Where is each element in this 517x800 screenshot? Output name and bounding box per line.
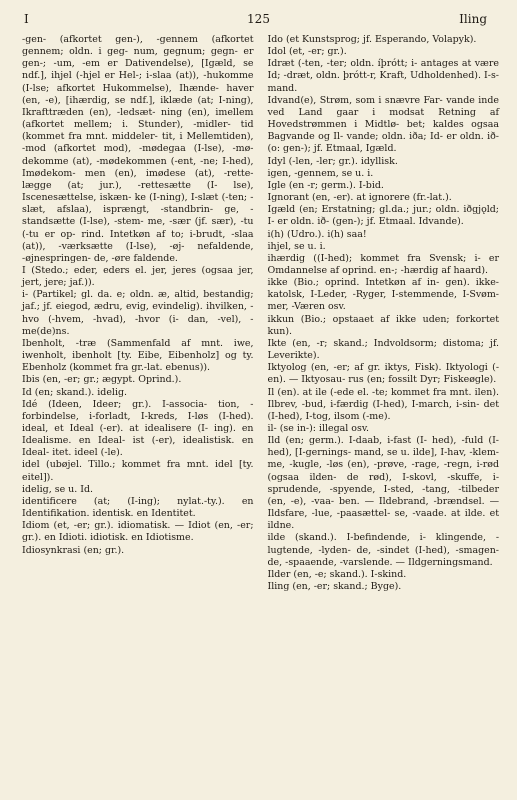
entry-line: Ebenholz (kommet fra gr.-lat. [22, 362, 163, 374]
entry-line: ikkun (Bio.; opstaaet af ikke uden; [267, 313, 450, 325]
entry-line: Idyl (-len, -ler; gr.). idyllisk. [267, 155, 398, 167]
entry-line: tit, i Mellemtiden), -mod (afkortet [22, 131, 254, 155]
dictionary-entry [22, 289, 254, 338]
entry-line: (o: gen-); jf. Etmaal, Igæld. [267, 143, 397, 155]
entry-line: Ignorant (en, -er). at ignorere [267, 192, 410, 204]
entry-line: de, -spaaende, -varslende. — [267, 556, 405, 568]
entry-line: (gen-); jf. Etmaal. Idvande). [332, 216, 464, 228]
entry-line: Iktyologi (-en). — Iktyosau- [267, 362, 500, 386]
header-guide-word: Iling [459, 12, 487, 26]
dictionary-entry [268, 435, 500, 532]
entry-line: idelig, se u. Id. [22, 483, 93, 495]
entry-line: ihjel, se u. i. [267, 240, 326, 252]
entry-line: ebenus)). [165, 362, 211, 374]
dictionary-entry [22, 399, 254, 460]
entry-line: mnt. iwe, iwenholt, ibenholt [22, 337, 254, 362]
entry-line: lægge (at; jur.), -rettesætte (I- [22, 179, 218, 191]
entry-line: — Ildsfare, -lue, -paasættel- [267, 495, 500, 520]
dictionary-entry [268, 387, 500, 423]
entry-line: -rage, -regn, i-rød (ogsaa ilden- [267, 459, 500, 483]
entry-line: klingende, -lugtende, -lyden- [267, 532, 500, 556]
dictionary-entry [268, 253, 500, 277]
right-column [268, 34, 500, 794]
entry-line: ndf.], iklæde (at; I-ning), [130, 94, 254, 106]
dictionary-entry [22, 265, 254, 289]
entry-line: sprudende, -spyende, I-sted, [267, 483, 414, 495]
entry-line: antages at være Id; -dræt, oldn. [267, 58, 499, 82]
entry-line: nefaldende, -øjnespringen- [22, 240, 254, 264]
entry-line: Ilder (en, -e; skand.). I-skind. [267, 568, 407, 580]
entry-line: itet. ideel (-le). [52, 447, 123, 459]
entry-line: i- (Partikel; gl. da. e; oldn. æ, altid, [22, 289, 199, 301]
dictionary-entry [22, 520, 254, 544]
entry-line: þrótt-r, Kraft, Udholdenhed). I-s- [342, 70, 499, 82]
entry-line: en Identitet. [136, 508, 196, 520]
dictionary-entry [268, 314, 500, 338]
dictionary-entry [22, 496, 254, 520]
entry-line: mod), -mødegaa (I-lse), -mø- [103, 143, 254, 155]
entry-line: Svensk; i- er Omdannelse af oprind. [267, 252, 499, 276]
entry-line: de, -sindet (I-hed), -smagen- [356, 544, 500, 556]
entry-line: ning (en), imellem (afkortet [22, 106, 254, 131]
entry-line: Iktyolog (en, -er; af gr. iktys, Fisk). [267, 362, 442, 374]
entry-line: haver (en, -e), [ihærdig, se [22, 82, 254, 106]
entry-line: se ndf.], ihjel (-hjel er Hel-; [22, 58, 254, 82]
entry-line: identificere (at; (I-ing); nylat.-ty.). [22, 495, 225, 507]
entry-line: Il (en). at ile (-ede el. -te; kommet [267, 386, 430, 398]
entry-line: Idræt (-ten, -ter; oldn. íþrótt; i- [267, 58, 418, 70]
entry-line: Ild (en; germ.). I-daab, i-fast (I- [267, 435, 427, 447]
dictionary-entry [22, 387, 254, 399]
dictionary-entry [268, 58, 500, 94]
entry-line: det (I-hed), I-tog, ilsom (-me). [267, 398, 499, 422]
entry-line: Idiosynkrasi (en; gr.). [22, 544, 125, 556]
entry-line: men (en), imødese (at), -rette- [84, 167, 254, 179]
entry-line: — Idiot (en, -er; gr.). en Idioti. [22, 520, 254, 544]
entry-line: de rød), I-skovl, -skuffe, i- [346, 471, 500, 483]
entry-line: Idol (et, -er; gr.). [267, 46, 347, 58]
entry-line: distoma; jf. Leverikte). [267, 337, 500, 362]
entry-line: Id (en; skand.). idelig. [22, 386, 128, 398]
entry-line: me, -sær (jf. sær), -tu (-tu er op- [22, 216, 254, 240]
dictionary-entry [22, 459, 254, 483]
dictionary-entry [268, 46, 500, 58]
entry-line: en-; -hærdig af haard). [379, 264, 489, 276]
dictionary-entry [22, 338, 254, 374]
entry-line: mand, se u. ilde], I-hav, -klem- [354, 447, 499, 459]
entry-line: evig, evindelig). ihvilken, [125, 301, 247, 313]
entry-line: -um, -em er Dativendelse), [Igæld, [53, 58, 236, 70]
entry-line: ist (-er), idealistisk. en Ideal- [22, 435, 254, 459]
entry-line: Igæld (en; Erstatning; gl.da.; jur.; [267, 204, 432, 216]
dictionary-entry [268, 156, 500, 168]
page-header [22, 10, 495, 30]
columns [22, 34, 499, 794]
entry-line: Volapyk). [432, 34, 477, 45]
dictionary-entry [22, 374, 254, 386]
entry-line: gen). ikke-katolsk, I-Leder, [267, 277, 499, 301]
entry-line: tion, -forbindelse, i-forladt, [22, 398, 254, 422]
entry-line: I-kreds, I-løs (I-hed). ideal, [22, 410, 254, 434]
entry-line: Idé (Ideen, Ideer; gr.). I-associa- [22, 398, 208, 410]
entry-line: bet; kaldes ogsaa Bagvande og Il- [267, 119, 499, 143]
entry-line: [ty. Eibe, Eibenholz] og ty. [117, 350, 254, 362]
dictionary-entry [22, 484, 254, 496]
header-section-letter: I [24, 12, 29, 26]
entry-line: idiotisk. en Idiotisme. [90, 532, 194, 544]
entry-line: Ildgerningsmand. [408, 556, 493, 568]
entry-line: oldn. iðgjǫld; I- er oldn. ið- [267, 204, 499, 228]
entry-line: forkortet kun). [267, 313, 499, 337]
dictionary-entry [268, 168, 500, 180]
entry-line: igen, -gennem, se u. i. [267, 167, 374, 179]
entry-line: idel [ty. eitel]). [22, 459, 254, 483]
entry-line: -Ryger, I-stemmende, I-Svøm- [352, 289, 499, 301]
entry-line: -gen- (afkortet gen-), -gennem [22, 34, 198, 45]
entry-line: Ikte (en, -r; skand.; Indvoldsorm; [267, 337, 437, 349]
entry-line: Ido (et Kunstsprog; jf. Esperando, [267, 34, 430, 45]
entry-line: Idvand(e), Strøm, som i snævre Far- [267, 94, 443, 106]
entry-line: i-slaa (at)), -hukomme (I-lse; [22, 70, 254, 94]
entry-line: dekomme (at), -mødekommen [22, 155, 167, 167]
dictionary-entry [268, 338, 500, 362]
entry-line: mer, -Væren osv. [267, 301, 346, 313]
entry-line: afkortet Hukommelse), Ihænde- [56, 82, 219, 94]
page-number: 125 [247, 12, 270, 26]
entry-line: Idiom (et, -er; gr.). idiomatisk. [22, 520, 171, 532]
entry-line: -tang, -tilbeder (en, -e), -vaa- [267, 483, 499, 507]
entry-line: rind. Intetkøn af to; i-brudt, -slaa [81, 228, 254, 240]
dictionary-entry [268, 180, 500, 192]
dictionary-entry [268, 229, 500, 241]
entry-line: num, gegnum; gegn- er gen-; [22, 46, 254, 70]
left-column [22, 34, 254, 794]
dictionary-entry [268, 569, 500, 581]
entry-line: Ikrafttræden (en), -ledsæt- [22, 106, 156, 118]
entry-line: (fr.-lat.). [412, 192, 452, 204]
entry-line: ke (I-ning), I-slæt (-ten; -slæt, [22, 192, 254, 216]
entry-line: de, -øre faldende. [93, 252, 178, 264]
entry-line: Iling (en, -er; skand.; Byge). [267, 581, 402, 593]
entry-line: ge, -standsætte (I-lse), -stem- [22, 204, 254, 228]
entry-line: Ibis (en, -er; gr.; ægypt. Oprind.). [22, 374, 182, 386]
entry-line: en Identifikation. identisk. [22, 495, 254, 520]
entry-line: i-færdig (I-hed), I-march, i-sin- [330, 398, 480, 410]
dictionary-entry [268, 95, 500, 156]
entry-line: hed), -fuld (I-hed), [I-gernings- [267, 435, 499, 459]
entry-line: lse), Iscenesættelse, iskæn- [22, 179, 254, 204]
dictionary-entry [268, 192, 500, 204]
dictionary-entry [22, 545, 254, 557]
entry-line: (ogsaa jer, jert, jere; jaf.)). [22, 264, 254, 289]
entry-line: tid (kommet fra mnt. middeler- [22, 119, 254, 143]
entry-line: (at)), -værksætte (I-lse), -øj- [22, 240, 185, 252]
entry-line: ing). en Idealisme. en Ideal- [22, 423, 254, 447]
entry-line: I (Stedo.; eder, eders el. jer, jeres [22, 264, 197, 276]
dictionary-entry [268, 34, 500, 46]
entry-line: (-ent, -ne; I-hed), Imødekom- [22, 155, 254, 179]
dictionary-entry [268, 581, 500, 593]
entry-line: rus (en; fossilt Dyr; Fiskeøgle). [348, 374, 497, 386]
dictionary-entry [268, 277, 500, 313]
entry-line: idel (ubøjel. Tillo.; kommet fra mnt. [22, 459, 209, 471]
dictionary-entry [268, 204, 500, 228]
entry-line: ihærdig ((I-hed); kommet fra [267, 252, 421, 264]
entry-line: mellem; i. Stunder), -midler- [73, 119, 231, 131]
entry-line: Retning af Hovedstrømmen i Midtlø- [267, 106, 500, 131]
dictionary-entry [268, 532, 500, 568]
entry-line: ikke (Bio.; oprind. Intetkøn af in- [267, 277, 440, 289]
entry-line: dan, -vel), -me(de)ns. [22, 313, 254, 337]
entry-line: afslaa), isprængt, -standbrin- [56, 204, 214, 216]
dictionary-entry [268, 362, 500, 386]
entry-line: vande; oldn. iða; Id- er oldn. ið- [346, 131, 499, 143]
dictionary-entry [268, 423, 500, 435]
entry-line: i(h) (Udro.). i(h) saa! [267, 228, 367, 240]
dictionary-entry [268, 241, 500, 253]
entry-line: se, -vaade. at ilde. et ildne. [267, 508, 500, 532]
entry-line: me, -kugle, -løs (en), -prøve, [267, 459, 408, 471]
entry-line: Igle (en -r; germ.). I-bid. [267, 179, 384, 191]
entry-line: -hvo (-hvem, -hvad), -hvor (i- [22, 301, 254, 325]
entry-line: (afkortet gennem; oldn. i geg- [22, 34, 254, 58]
entry-line: vande inde ved Land gaar i modsat [267, 94, 499, 118]
entry-line: Ibenholt, -træ (Sammenfald af [22, 337, 191, 349]
entry-line: mand. [267, 82, 298, 94]
entry-line: il- (se in-): illegal osv. [267, 423, 370, 434]
entry-line: ben. — Ildebrand, -brændsel. [338, 495, 485, 507]
dictionary-entry [22, 34, 254, 265]
entry-line: bestandig; jaf.; jf. eiegod, ædru, [22, 289, 254, 313]
entry-line: ilde (skand.). I-befindende, i- [267, 532, 426, 544]
entry-line: fra mnt. ilen). Ilbrev, -bud, [267, 386, 500, 410]
entry-line: et Ideal (-er). at idealisere (I- [54, 423, 209, 434]
